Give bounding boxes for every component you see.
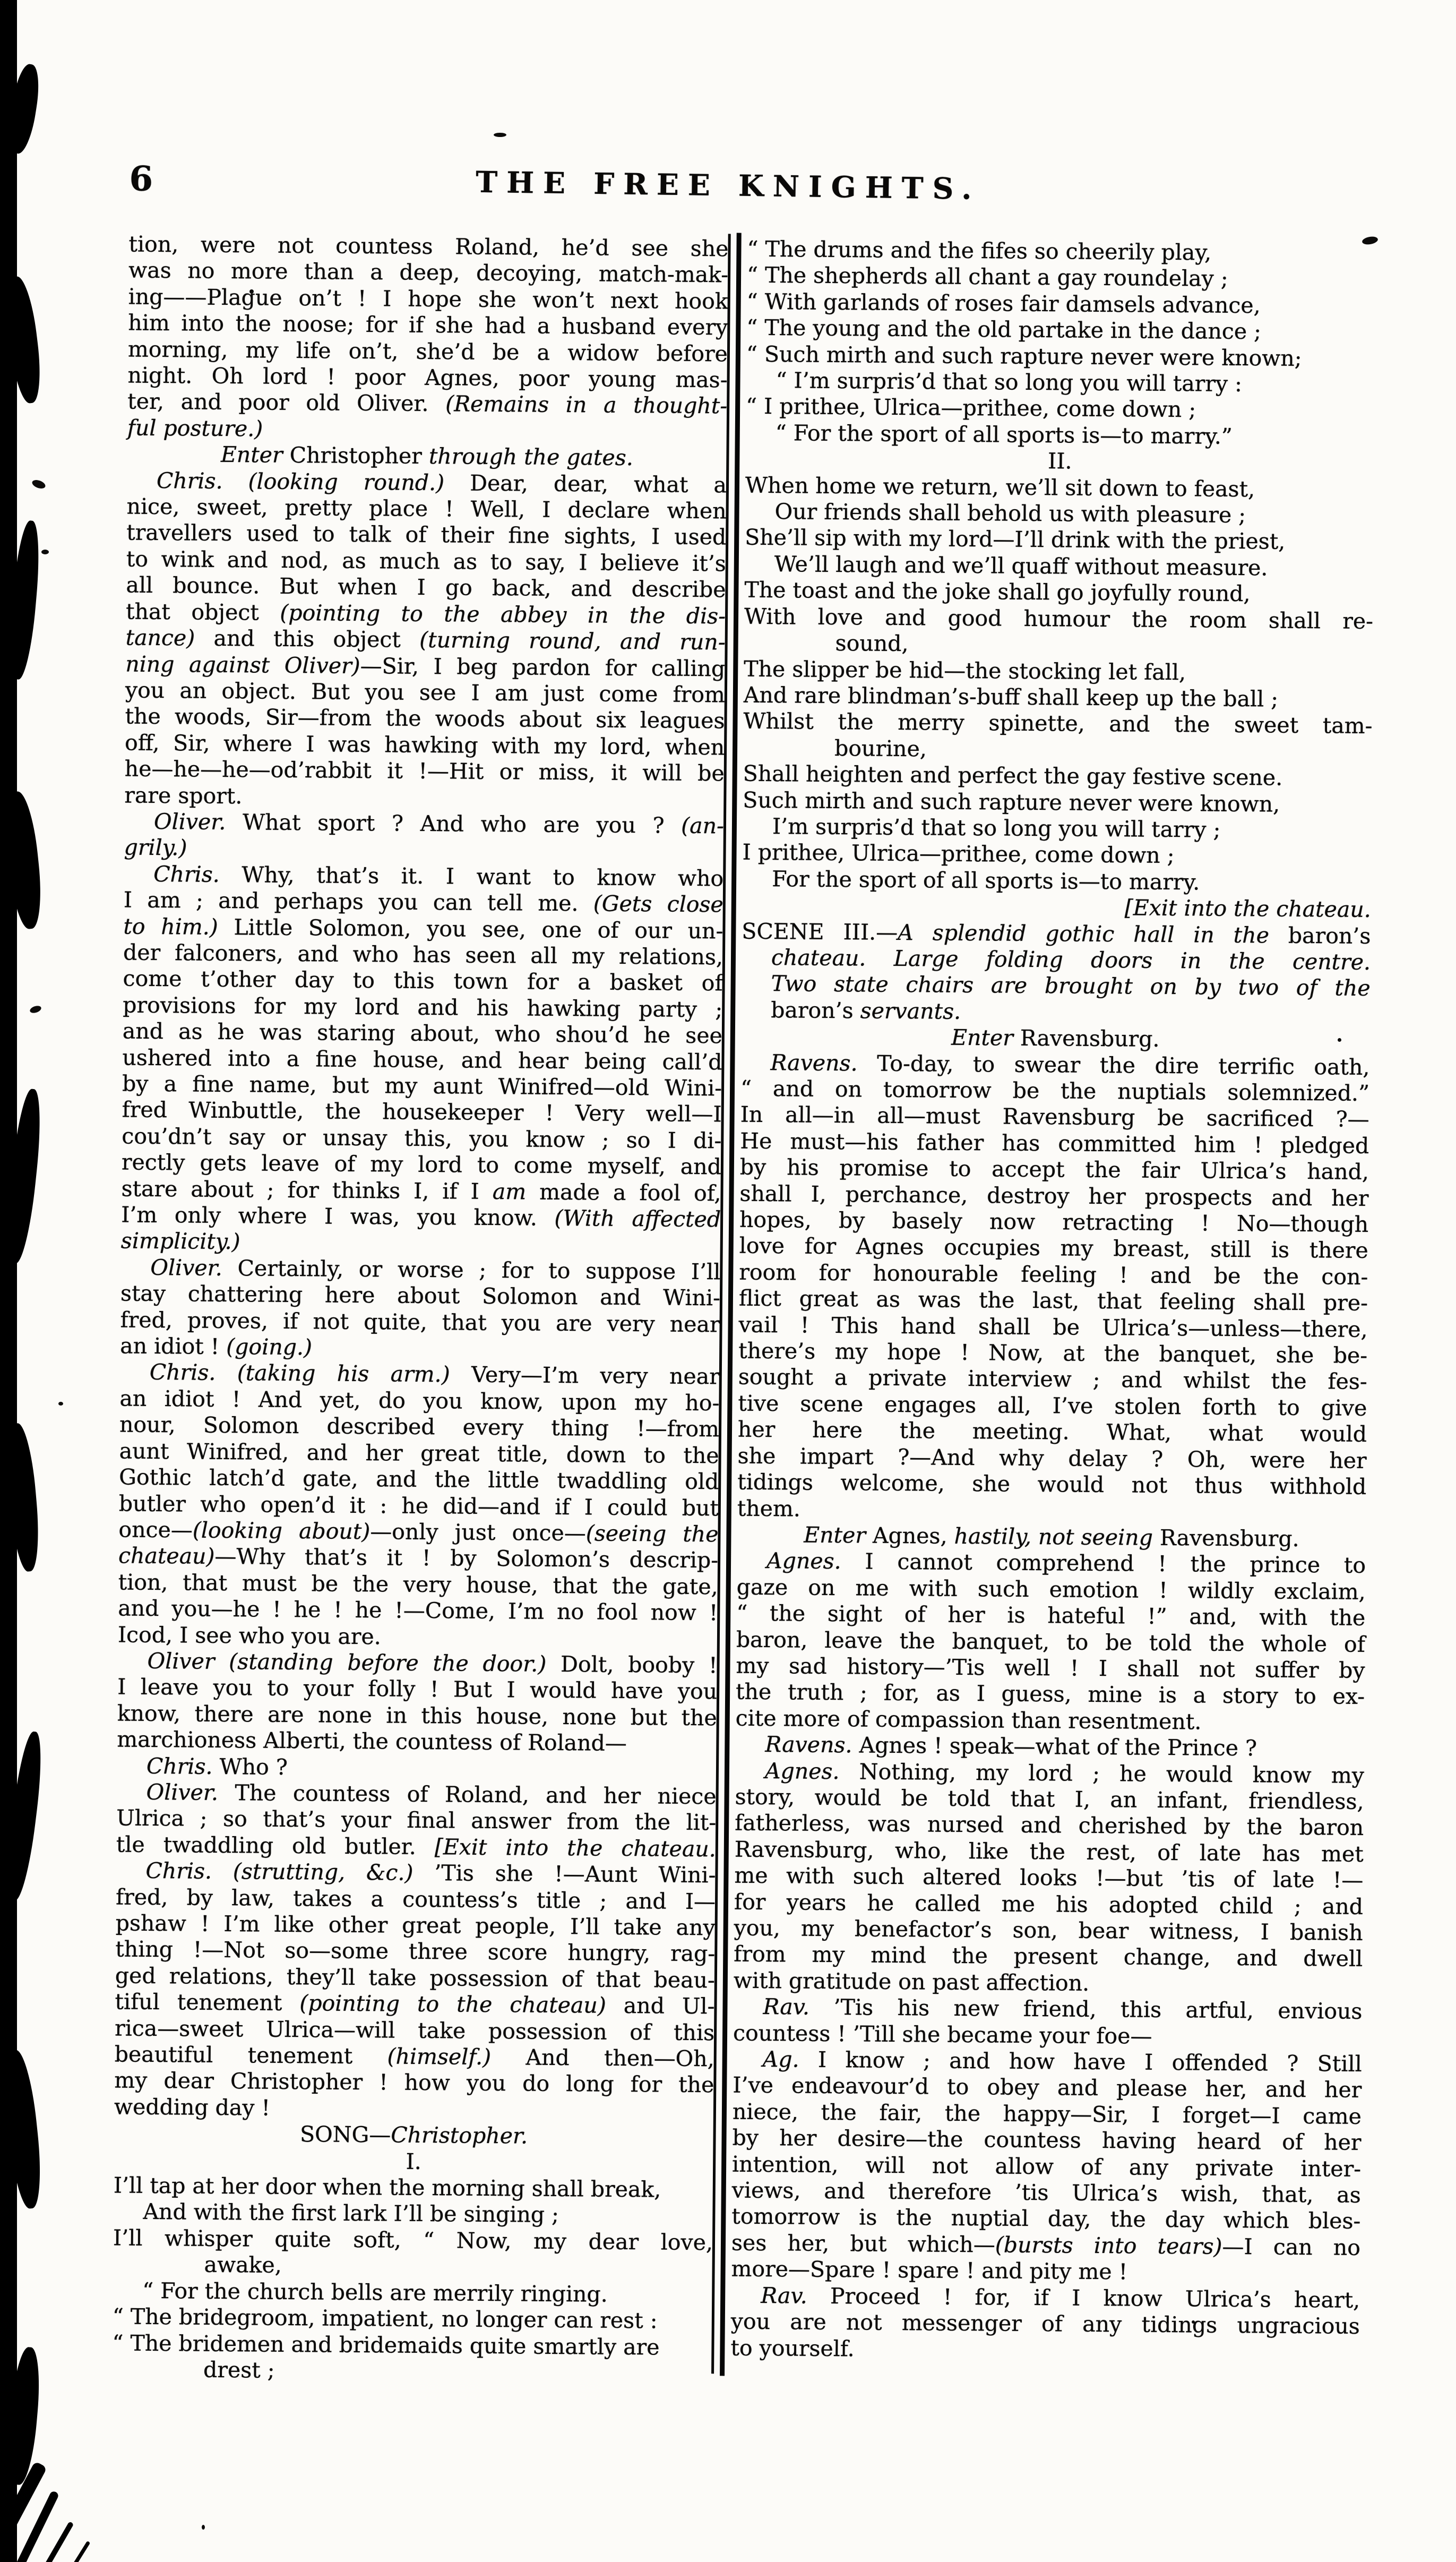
text-line: room for honourable feeling ! and be the con-: [739, 1259, 1368, 1290]
text-line: vail ! This hand shall be Ulrica’s—unless—there,: [738, 1312, 1368, 1342]
text-line: you an object. But you see I am just come from: [125, 677, 726, 708]
right-column: [730, 236, 1376, 2366]
text-line: chateau)—Why that’s it ! by Solomon’s descrip-: [118, 1543, 719, 1573]
text-line: views, and therefore ’tis Ulrica’s wish, that, as: [731, 2177, 1361, 2208]
text-line: SCENE III.—A splendid gothic hall in the baron’s: [742, 918, 1371, 949]
text-line: And rare blindman’s-buff shall keep up the ball ;: [743, 682, 1279, 712]
text-line: morning, my life on’t, she’d be a widow before: [127, 336, 728, 367]
text-line: you, my benefactor’s son, bear witness, I banish: [734, 1915, 1363, 1946]
text-line: for years he called me his adopted child ; and: [734, 1889, 1364, 1920]
text-line: Enter Agnes, hastily, not seeing Ravensburg.: [804, 1522, 1299, 1552]
text-line: fred Winbuttle, the housekeeper ! Very well—I: [122, 1096, 722, 1127]
text-line: know, there are none in this house, none but the: [117, 1700, 717, 1731]
text-line: Enter Christopher through the gates.: [220, 442, 634, 471]
text-line: [Exit into the chateau.: [1124, 895, 1371, 923]
text-line: butler who open’d it : he did—and if I could but: [118, 1490, 719, 1521]
text-line: come t’other day to this town for a basket of: [123, 965, 723, 996]
text-line: off, Sir, where I was hawking with my lord, when: [124, 730, 725, 760]
text-line: SONG—Christopher.: [299, 2121, 528, 2149]
text-line: Ravensburg, who, like the rest, of late has met: [734, 1836, 1364, 1867]
text-line: Agnes. Nothing, my lord ; he would know my: [764, 1758, 1365, 1788]
text-line: to yourself.: [730, 2335, 855, 2361]
text-line: with gratitude on past affection.: [733, 1967, 1090, 1996]
text-line: Icod, I see who you are.: [117, 1622, 381, 1649]
text-line: “ I’m surpris’d that so long you will tarry :: [776, 367, 1243, 397]
text-line: When home we return, we’ll sit down to feast,: [745, 472, 1255, 502]
text-line: rare sport.: [124, 782, 243, 809]
text-line: “ and on tomorrow be the nuptials solemnized.”: [740, 1075, 1370, 1106]
text-line: “ For the church bells are merrily ringing.: [142, 2277, 608, 2307]
text-line: ning against Oliver)—Sir, I beg pardon for calling: [125, 651, 726, 681]
text-line: love for Agnes occupies my breast, still is there: [739, 1233, 1368, 1264]
text-line: With love and good humour the room shall re-: [744, 603, 1374, 634]
text-line: simplicity.): [120, 1228, 240, 1255]
text-line: “ The drums and the fifes so cheerily play,: [747, 236, 1212, 265]
text-line: And with the first lark I’ll be singing ;: [143, 2199, 559, 2228]
text-line: Ag. I know ; and how have I offended ? Still: [762, 2046, 1362, 2077]
text-line: chateau. Large folding doors in the centre.: [771, 945, 1371, 975]
text-line: me with such altered looks !—but ’tis of late !—: [734, 1862, 1364, 1893]
text-line: an idiot ! And yet, do you know, upon my ho-: [119, 1385, 720, 1416]
text-line: Such mirth and such rapture never were known,: [743, 787, 1280, 817]
text-line: I prithee, Ulrica—prithee, come down ;: [742, 839, 1175, 869]
text-line: Rav. ’Tis his new friend, this artful, envious: [763, 1994, 1363, 2025]
text-line: The slipper be hid—the stocking let fall,: [744, 656, 1186, 685]
page-title: THE FREE KNIGHTS.: [475, 164, 981, 207]
text-line: I’m only where I was, you know. (With affected: [120, 1202, 721, 1232]
text-line: nour, Solomon described every thing !—from: [119, 1411, 720, 1442]
text-line: intention, will not allow of any private inter-: [731, 2151, 1362, 2182]
text-line: countess ! ’Till she became your foe—: [733, 2020, 1152, 2049]
text-line: stay chattering here about Solomon and Wini-: [120, 1280, 721, 1311]
text-line: tle twaddling old butler. [Exit into the chateau.: [116, 1831, 717, 1862]
text-line: more—Spare ! spare ! and pity me !: [731, 2256, 1128, 2285]
text-line: cou’dn’t say or unsay this, you know ; so I di-: [122, 1123, 722, 1154]
text-line: Shall heighten and perfect the gay festive scene.: [743, 760, 1283, 791]
text-line: the woods, Sir—from the woods about six leagues: [125, 703, 725, 734]
text-line: I’ll whisper quite soft, “ Now, my dear love,: [113, 2225, 713, 2256]
text-line: bourine,: [834, 735, 927, 762]
text-line: “ Such mirth and such rapture never were known;: [746, 341, 1302, 371]
text-line: he—he—he—od’rabbit it !—Hit or miss, it will be: [124, 756, 725, 786]
text-line: you are not messenger of any tidings ungracious: [730, 2308, 1360, 2339]
text-line: pshaw ! I’m like other great people, I’ll take any: [115, 1910, 716, 1941]
text-line: “ I prithee, Ulrica—prithee, come down ;: [745, 393, 1196, 423]
text-line: baron, leave the banquet, to be told the whole of: [736, 1626, 1366, 1657]
text-line: beautiful tenement (himself.) And then—Oh,: [114, 2041, 714, 2072]
text-line: Ravens. To-day, to swear the dire terrific oath,: [770, 1049, 1370, 1080]
text-line: Chris. Who ?: [146, 1753, 288, 1780]
text-line: thing !—Not so—some three score hungry, rag-: [115, 1936, 716, 1967]
text-line: tiful tenement (pointing to the chateau) and Ul-: [115, 1989, 715, 2019]
text-line: I leave you to your folly ! But I would have you: [117, 1674, 718, 1704]
text-line: rica—sweet Ulrica—will take possession of this: [114, 2015, 715, 2045]
text-line: him into the noose; for if she had a husband every: [128, 310, 728, 340]
text-line: her here the meeting. What, what would: [737, 1416, 1367, 1447]
text-line: grily.): [124, 834, 187, 861]
text-line: tance) and this object (turning round, and run-: [125, 624, 726, 655]
text-line: He must—his father has committed him ! pledged: [740, 1128, 1369, 1159]
text-line: my sad history—’Tis well ! I shall not suffer by: [736, 1652, 1365, 1683]
text-line: provisions for my lord and his hawking party ;: [123, 992, 723, 1023]
text-line: tive scene engages all, I’ve stolen forth to give: [738, 1390, 1367, 1421]
text-line: gaze on me with such emotion ! wildly exclaim,: [736, 1574, 1366, 1605]
text-line: Ulrica ; so that’s your final answer from the lit-: [116, 1805, 717, 1836]
text-line: there’s my hope ! Now, at the banquet, she be-: [738, 1338, 1368, 1369]
text-line: flict great as was the last, that feeling shall pre-: [738, 1285, 1368, 1316]
text-line: all bounce. But when I go back, and describe: [126, 572, 726, 603]
text-line: der falconers, and who has seen all my relations,: [123, 939, 723, 970]
text-line: Oliver. The countess of Roland, and her niece: [146, 1779, 717, 1810]
text-line: Enter Ravensburg.: [951, 1024, 1160, 1052]
text-line: She’ll sip with my lord—I’ll drink with the priest,: [745, 525, 1286, 555]
text-line: stare about ; for thinks I, if I am made a fool of,: [121, 1176, 721, 1206]
text-line: tion, were not countess Roland, he’d see she: [128, 231, 729, 262]
text-line: fred, proves, if not quite, that you are very near: [120, 1307, 720, 1338]
text-line: I’m surpris’d that so long you will tarry ;: [772, 813, 1221, 843]
text-line: Gothic latch’d gate, and the little twaddling old: [119, 1464, 719, 1495]
text-line: Chris. (strutting, &c.) ’Tis she !—Aunt Wini-: [145, 1858, 716, 1888]
text-line: fred, by law, takes a countess’s title ; and I—: [115, 1884, 716, 1914]
text-line: hopes, by basely now retracting ! No—though: [739, 1206, 1369, 1237]
text-line: “ The shepherds all chant a gay roundelay ;: [746, 262, 1228, 292]
text-line: from my mind the present change, and dwell: [734, 1941, 1363, 1972]
text-line: “ the sight of her is hateful !” and, with the: [736, 1600, 1366, 1631]
text-line: that object (pointing to the abbey in the dis-: [125, 598, 726, 629]
text-line: Oliver. Certainly, or worse ; for to suppose I’ll: [150, 1254, 721, 1285]
text-line: Agnes. I cannot comprehend ! the prince to: [766, 1548, 1366, 1579]
text-line: tion, that must be the very house, that the gate,: [118, 1569, 718, 1600]
text-line: Chris. (looking round.) Dear, dear, what a: [156, 467, 727, 498]
text-line: aunt Winifred, and her great title, down to the: [119, 1438, 719, 1469]
text-line: “ The bridegroom, impatient, no longer can rest :: [112, 2303, 658, 2334]
text-line: and as he was staring about, who shou’d he see: [122, 1018, 723, 1049]
text-line: baron’s servants.: [771, 997, 961, 1024]
text-line: ses her, but which—(bursts into tears)—I can no: [731, 2230, 1361, 2260]
text-line: shall I, perchance, destroy her prospects and her: [739, 1180, 1369, 1211]
text-line: “ With garlands of roses fair damsels advance,: [746, 288, 1261, 319]
text-line: I’ve endeavour’d to obey and please her, and her: [733, 2072, 1362, 2103]
text-line: sought a private interview ; and whilst the fes-: [738, 1364, 1367, 1395]
text-line: by his promise to accept the fair Ulrica’s hand,: [739, 1154, 1369, 1185]
text-line: my dear Christopher ! how you do long for the: [114, 2067, 714, 2098]
text-line: by her desire—the countess having heard of her: [732, 2124, 1362, 2156]
text-line: fatherless, was nursed and cherished by the baron: [735, 1810, 1364, 1841]
text-line: an idiot ! (going.): [120, 1333, 313, 1360]
text-line: drest ;: [203, 2357, 275, 2383]
text-line: was no more than a deep, decoying, match-mak-: [128, 257, 729, 288]
text-line: sound,: [835, 630, 909, 657]
text-line: tidings welcome, she would not thus withhold: [737, 1469, 1367, 1500]
text-line: she impart ?—And why delay ? Oh, were her: [737, 1443, 1367, 1473]
text-line: We’ll laugh and we’ll quaff without measure.: [774, 551, 1268, 581]
text-line: ter, and poor old Oliver. (Remains in a thought-: [127, 388, 728, 419]
text-line: ful posture.): [127, 415, 263, 442]
text-line: Our friends shall behold us with pleasure ;: [774, 499, 1246, 528]
text-line: Whilst the merry spinette, and the sweet tam-: [743, 708, 1373, 739]
text-line: cite more of compassion than resentment.: [735, 1705, 1202, 1735]
text-line: ushered into a fine house, and hear being call’d: [122, 1044, 722, 1075]
text-line: “ The bridemen and bridemaids quite smartly are: [112, 2329, 660, 2360]
page-number: 6: [129, 159, 153, 199]
text-line: Two state chairs are brought on by two of the: [771, 971, 1371, 1001]
text-line: For the sport of all sports is—to marry.: [771, 866, 1200, 895]
text-line: them.: [737, 1495, 801, 1522]
text-line: ged relations, they’ll take possession of that beau-: [115, 1963, 716, 1993]
text-line: Ravens. Agnes ! speak—what of the Prince ?: [765, 1732, 1257, 1761]
text-line: to him.) Little Solomon, you see, one of our un-: [123, 913, 723, 944]
text-line: II.: [1047, 448, 1072, 474]
text-line: I.: [406, 2148, 421, 2174]
left-column: [112, 232, 729, 2387]
text-line: night. Oh lord ! poor Agnes, poor young mas-: [127, 362, 728, 393]
text-line: once—(looking about)—only just once—(seeing the: [118, 1516, 719, 1547]
text-line: “ The young and the old partake in the dance ;: [746, 314, 1262, 345]
text-line: by a fine name, but my aunt Winifred—old Wini-: [122, 1070, 722, 1101]
text-line: the truth ; for, as I guess, mine is a story to ex-: [735, 1678, 1365, 1710]
text-line: ing——Plague on’t ! I hope she won’t next hook: [128, 284, 728, 314]
text-line: wedding day !: [114, 2094, 271, 2121]
text-line: “ For the sport of all sports is—to marry.”: [775, 419, 1233, 449]
text-line: Oliver (standing before the door.) Dolt, booby !: [147, 1648, 718, 1678]
text-line: story, would be told that I, an infant, friendless,: [735, 1784, 1364, 1814]
text-line: awake,: [204, 2252, 282, 2278]
text-line: I’ll tap at her door when the morning shall break,: [113, 2172, 661, 2203]
text-line: rectly gets leave of my lord to come myself, and: [121, 1149, 722, 1180]
text-line: nice, sweet, pretty place ! Well, I declare when: [126, 493, 727, 524]
text-line: I am ; and perhaps you can tell me. (Gets close: [123, 887, 723, 918]
text-line: Chris. (taking his arm.) Very—I’m very near: [149, 1359, 720, 1390]
text-line: niece, the fair, the happy—Sir, I forget—I came: [732, 2098, 1362, 2129]
text-line: marchioness Alberti, the countess of Roland—: [117, 1726, 627, 1756]
text-line: Oliver. What sport ? And who are you ? (an-: [153, 808, 725, 839]
text-line: In all—in all—must Ravensburg be sacrificed ?—: [740, 1102, 1369, 1133]
text-line: and you—he ! he ! he !—Come, I’m no fool now !: [118, 1595, 718, 1626]
text-line: The toast and the joke shall go joyfully round,: [744, 577, 1251, 607]
text-line: Rav. Proceed ! for, if I know Ulrica’s heart,: [761, 2282, 1360, 2313]
text-line: travellers used to talk of their fine sights, I used: [126, 520, 727, 550]
text-line: Chris. Why, that’s it. I want to know who: [153, 861, 724, 892]
text-line: to wink and nod, as much as to say, I believe it’s: [126, 546, 727, 577]
text-line: tomorrow is the nuptial day, the day which bles-: [731, 2204, 1361, 2234]
